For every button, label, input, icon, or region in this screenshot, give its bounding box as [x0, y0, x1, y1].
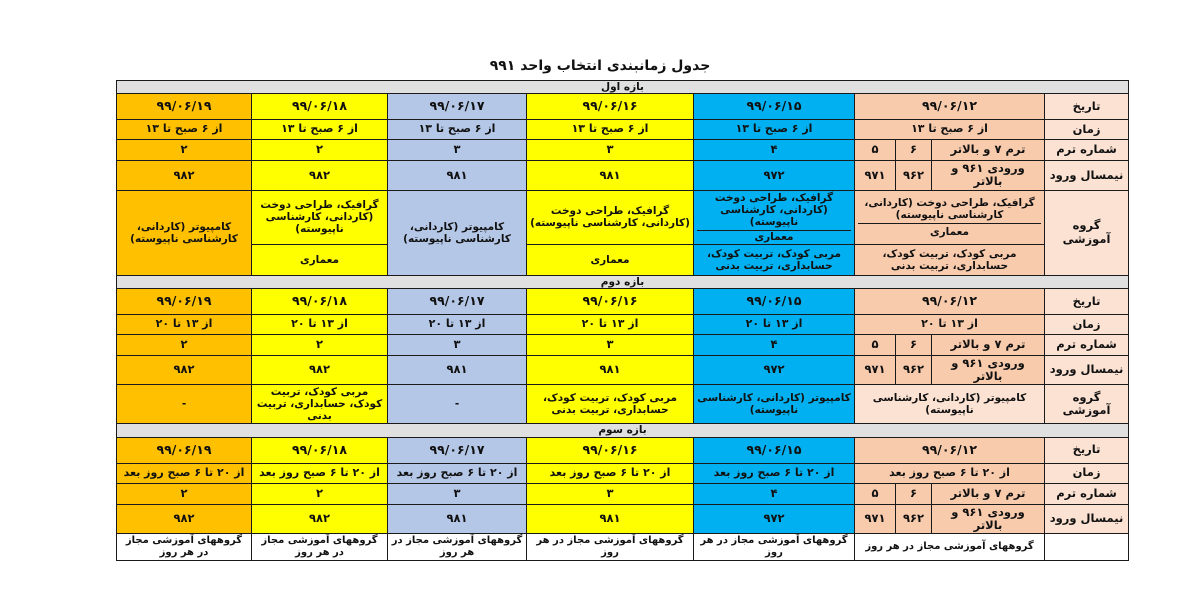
term-cell: ۵ — [855, 140, 896, 161]
entry-cell: ۹۸۱ — [527, 161, 694, 190]
time-cell: از ۲۰ تا ۶ صبح روز بعد — [694, 463, 855, 483]
label-entry-semester: نیمسال ورود — [1045, 504, 1129, 533]
group-cell: گرافیک، طراحی دوخت (کاردانی، کارشناسی ناپیوسته) — [527, 190, 694, 244]
date-cell: ۹۹/۰۶/۱۵ — [694, 437, 855, 463]
entry-cell: ۹۸۲ — [252, 355, 388, 384]
label-term-number: شماره ترم — [1045, 140, 1129, 161]
term-cell: ۳ — [527, 140, 694, 161]
entry-cell: ۹۸۲ — [117, 355, 252, 384]
term-cell: ترم ۷ و بالاتر — [932, 483, 1045, 504]
period-3-title: بازه سوم — [117, 424, 1129, 437]
term-cell: ۳ — [527, 334, 694, 355]
term-cell: ۳ — [527, 483, 694, 504]
label-study-group: گروه آموزشی — [1045, 190, 1129, 275]
date-cell: ۹۹/۰۶/۱۵ — [694, 94, 855, 120]
entry-cell: ۹۸۱ — [388, 504, 527, 533]
term-cell: ترم ۷ و بالاتر — [932, 140, 1045, 161]
term-cell: ۲ — [117, 140, 252, 161]
term-cell: ۲ — [252, 483, 388, 504]
entry-cell: ۹۶۲ — [896, 355, 932, 384]
entry-cell: ۹۷۱ — [855, 504, 896, 533]
date-cell: ۹۹/۰۶/۱۶ — [527, 437, 694, 463]
date-cell: ۹۹/۰۶/۱۷ — [388, 288, 527, 314]
group-cell — [694, 190, 855, 244]
date-cell: ۹۹/۰۶/۱۹ — [117, 94, 252, 120]
label-date: تاریخ — [1045, 437, 1129, 463]
term-cell: ۶ — [896, 483, 932, 504]
label-time: زمان — [1045, 463, 1129, 483]
entry-cell: ۹۸۲ — [117, 161, 252, 190]
time-cell: از ۲۰ تا ۶ صبح روز بعد — [855, 463, 1045, 483]
term-cell: ۲ — [252, 140, 388, 161]
entry-cell: ۹۸۱ — [388, 355, 527, 384]
time-cell: از ۱۳ تا ۲۰ — [117, 314, 252, 334]
schedule-table — [116, 80, 1129, 561]
term-cell: ۶ — [896, 334, 932, 355]
label-study-group: گروه آموزشی — [1045, 385, 1129, 424]
term-cell: ۴ — [694, 140, 855, 161]
term-cell: ۲ — [117, 334, 252, 355]
time-cell: از ۶ صبح تا ۱۳ — [527, 120, 694, 140]
term-cell: ترم ۷ و بالاتر — [932, 334, 1045, 355]
period-1-title: بازه اول — [117, 81, 1129, 94]
time-cell: از ۶ صبح تا ۱۳ — [855, 120, 1045, 140]
time-cell: از ۶ صبح تا ۱۳ — [117, 120, 252, 140]
time-cell: از ۱۳ تا ۲۰ — [694, 314, 855, 334]
label-time: زمان — [1045, 314, 1129, 334]
date-cell: ۹۹/۰۶/۱۲ — [855, 288, 1045, 314]
entry-cell: ۹۸۲ — [117, 504, 252, 533]
time-cell: از ۲۰ تا ۶ صبح روز بعد — [117, 463, 252, 483]
group-text: معماری — [858, 223, 1041, 240]
label-entry-semester: نیمسال ورود — [1045, 161, 1129, 190]
group-cell: گروههای آموزشی مجاز در هر روز — [117, 533, 252, 560]
label-term-number: شماره ترم — [1045, 334, 1129, 355]
date-cell: ۹۹/۰۶/۱۶ — [527, 94, 694, 120]
group-cell: گروههای آموزشی مجاز در هر روز — [252, 533, 388, 560]
entry-cell: ۹۷۲ — [694, 161, 855, 190]
term-cell: ۵ — [855, 334, 896, 355]
date-cell: ۹۹/۰۶/۱۲ — [855, 94, 1045, 120]
time-cell: از ۱۳ تا ۲۰ — [252, 314, 388, 334]
date-cell: ۹۹/۰۶/۱۸ — [252, 94, 388, 120]
time-cell: از ۱۳ تا ۲۰ — [388, 314, 527, 334]
group-cell: کامپیوتر (کاردانی، کارشناسی ناپیوسته) — [694, 385, 855, 424]
time-cell: از ۲۰ تا ۶ صبح روز بعد — [527, 463, 694, 483]
term-cell: ۴ — [694, 483, 855, 504]
entry-cell: ورودی ۹۶۱ و بالاتر — [932, 504, 1045, 533]
entry-cell: ۹۸۱ — [527, 355, 694, 384]
entry-cell: ورودی ۹۶۱ و بالاتر — [932, 161, 1045, 190]
group-cell: کامپیوتر (کاردانی، کارشناسی ناپیوسته) — [117, 190, 252, 275]
time-cell: از ۶ صبح تا ۱۳ — [694, 120, 855, 140]
time-cell: از ۲۰ تا ۶ صبح روز بعد — [388, 463, 527, 483]
group-cell: گروههای آموزشی مجاز در هر روز — [694, 533, 855, 560]
time-cell: از ۶ صبح تا ۱۳ — [252, 120, 388, 140]
entry-cell: ورودی ۹۶۱ و بالاتر — [932, 355, 1045, 384]
entry-cell: ۹۸۱ — [527, 504, 694, 533]
date-cell: ۹۹/۰۶/۱۸ — [252, 437, 388, 463]
group-cell: معماری — [252, 244, 388, 275]
group-cell — [855, 190, 1045, 244]
label-date: تاریخ — [1045, 288, 1129, 314]
entry-cell: ۹۷۲ — [694, 504, 855, 533]
empty-label-cell — [1045, 533, 1129, 560]
label-term-number: شماره ترم — [1045, 483, 1129, 504]
date-cell: ۹۹/۰۶/۱۲ — [855, 437, 1045, 463]
term-cell: ۵ — [855, 483, 896, 504]
entry-cell: ۹۷۲ — [694, 355, 855, 384]
period-2-title: بازه دوم — [117, 275, 1129, 288]
group-text: معماری — [697, 230, 851, 243]
label-time: زمان — [1045, 120, 1129, 140]
term-cell: ۳ — [388, 334, 527, 355]
label-date: تاریخ — [1045, 94, 1129, 120]
date-cell: ۹۹/۰۶/۱۶ — [527, 288, 694, 314]
group-cell: کامپیوتر (کاردانی، کارشناسی ناپیوسته) — [855, 385, 1045, 424]
term-cell: ۶ — [896, 140, 932, 161]
time-cell: از ۱۳ تا ۲۰ — [855, 314, 1045, 334]
group-cell: - — [388, 385, 527, 424]
group-cell: گروههای آموزشی مجاز در هر روز — [855, 533, 1045, 560]
label-entry-semester: نیمسال ورود — [1045, 355, 1129, 384]
time-cell: از ۲۰ تا ۶ صبح روز بعد — [252, 463, 388, 483]
entry-cell: ۹۶۲ — [896, 504, 932, 533]
group-text: گرافیک، طراحی دوخت (کاردانی، کارشناسی ناپیوسته) — [714, 191, 834, 228]
date-cell: ۹۹/۰۶/۱۷ — [388, 437, 527, 463]
entry-cell: ۹۸۲ — [252, 504, 388, 533]
page-title: جدول زمانبندی انتخاب واحد ۹۹۱ — [489, 58, 711, 74]
date-cell: ۹۹/۰۶/۱۹ — [117, 288, 252, 314]
group-cell: گرافیک، طراحی دوخت (کاردانی، کارشناسی ناپیوسته) — [252, 190, 388, 244]
term-cell: ۲ — [252, 334, 388, 355]
group-cell: مربی کودک، تربیت کودک، حسابداری، تربیت بدنی — [527, 385, 694, 424]
entry-cell: ۹۸۱ — [388, 161, 527, 190]
date-cell: ۹۹/۰۶/۱۹ — [117, 437, 252, 463]
group-cell: مربی کودک، تربیت کودک، حسابداری، تربیت بدنی — [694, 244, 855, 275]
date-cell: ۹۹/۰۶/۱۸ — [252, 288, 388, 314]
date-cell: ۹۹/۰۶/۱۵ — [694, 288, 855, 314]
time-cell: از ۶ صبح تا ۱۳ — [388, 120, 527, 140]
group-text: گرافیک، طراحی دوخت (کاردانی، کارشناسی ناپیوسته) — [864, 196, 1035, 221]
term-cell: ۳ — [388, 483, 527, 504]
term-cell: ۳ — [388, 140, 527, 161]
date-cell: ۹۹/۰۶/۱۷ — [388, 94, 527, 120]
entry-cell: ۹۷۱ — [855, 161, 896, 190]
entry-cell: ۹۸۲ — [252, 161, 388, 190]
group-cell: گروههای آموزشی مجاز در هر روز — [527, 533, 694, 560]
group-cell: معماری — [527, 244, 694, 275]
term-cell: ۲ — [117, 483, 252, 504]
group-cell: مربی کودک، تربیت کودک، حسابداری، تربیت بدنی — [252, 385, 388, 424]
group-cell: - — [117, 385, 252, 424]
group-cell: مربی کودک، تربیت کودک، حسابداری، تربیت بدنی — [855, 244, 1045, 275]
group-cell: کامپیوتر (کاردانی، کارشناسی ناپیوسته) — [388, 190, 527, 275]
entry-cell: ۹۷۱ — [855, 355, 896, 384]
entry-cell: ۹۶۲ — [896, 161, 932, 190]
group-cell: گروههای آموزشی مجاز در هر روز — [388, 533, 527, 560]
time-cell: از ۱۳ تا ۲۰ — [527, 314, 694, 334]
term-cell: ۴ — [694, 334, 855, 355]
